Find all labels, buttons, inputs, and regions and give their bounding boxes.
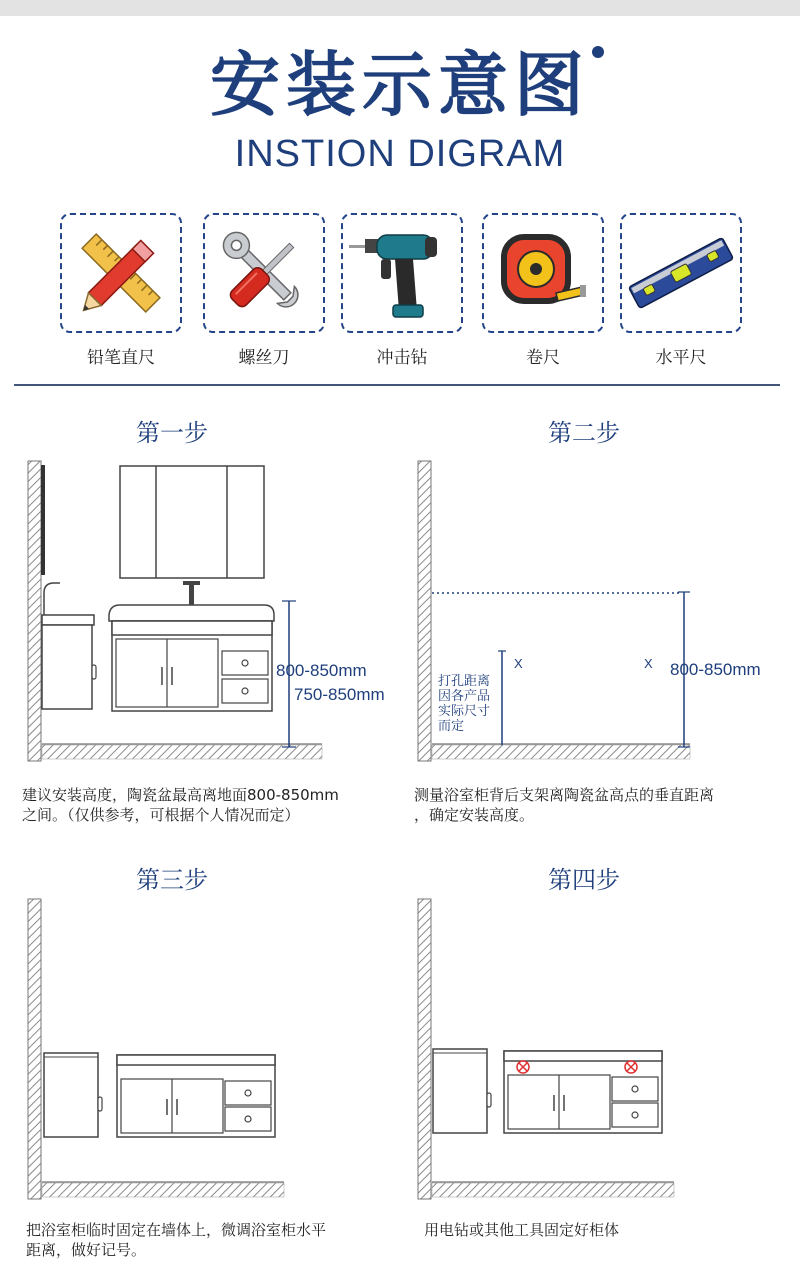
- step-4-title: 第四步: [548, 866, 620, 894]
- step-1-description: [22, 785, 339, 825]
- tool-label-pencil-ruler: 铅笔直尺: [87, 348, 155, 368]
- step-2-x-mark-2: X: [644, 656, 653, 671]
- tool-label-spirit-level: 水平尺: [655, 348, 707, 368]
- page-subtitle: INSTION DIGRAM: [234, 133, 566, 175]
- page-title: 安装示意图: [210, 44, 590, 126]
- step-1-height-label-2: 750-850mm: [294, 685, 385, 704]
- pencil-ruler-icon: [62, 215, 180, 331]
- tool-label-tape-measure: 卷尺: [526, 348, 560, 368]
- step-3-desc-line-1: 把浴室柜临时固定在墙体上，微调浴室柜水平: [26, 1221, 327, 1239]
- step-2-description: [414, 785, 714, 825]
- step-1-desc-line-2: 之间。（仅供参考，可根据个人情况而定）: [22, 806, 300, 824]
- step-2-height-label: 800-850mm: [670, 660, 761, 679]
- step-2-note-line-3: 实际尺寸: [438, 704, 491, 719]
- step-2-desc-line-2: ，确定安装高度。: [414, 806, 535, 824]
- step-2-note-line-4: 而定: [438, 719, 465, 734]
- step-4-desc-line-1: 用电钻或其他工具固定好柜体: [424, 1221, 620, 1239]
- step-3-desc-line-2: 距离，做好记号。: [26, 1241, 147, 1259]
- title-dot: [592, 46, 604, 58]
- step-3-description: [26, 1220, 326, 1260]
- step-2-note: [438, 674, 490, 734]
- tool-card-tape-measure: [482, 213, 604, 333]
- step-3-title: 第三步: [136, 866, 208, 894]
- step-1-diagram: [20, 455, 400, 765]
- step-2-title: 第二步: [548, 419, 620, 447]
- impact-drill-icon: [343, 215, 461, 331]
- step-2-note-line-1: 打孔距离: [438, 674, 491, 689]
- wrench-screwdriver-icon: [205, 215, 323, 331]
- spirit-level-icon: [622, 215, 740, 331]
- top-bar: [0, 0, 800, 16]
- fixing-mark-right-icon: [625, 1061, 637, 1073]
- step-3-diagram: [20, 895, 400, 1205]
- tool-label-wrench-screwdriver: 螺丝刀: [238, 348, 290, 368]
- step-4-diagram: [410, 895, 790, 1205]
- section-divider: [14, 384, 780, 386]
- step-1-height-label-1: 800-850mm: [276, 661, 367, 680]
- tape-measure-icon: [484, 215, 602, 331]
- tool-card-spirit-level: [620, 213, 742, 333]
- step-1-title: 第一步: [136, 419, 208, 447]
- step-2-note-line-2: 因各产品: [438, 689, 491, 704]
- tool-label-impact-drill: 冲击钻: [376, 348, 428, 368]
- fixing-mark-left-icon: [517, 1061, 529, 1073]
- step-2-desc-line-1: 测量浴室柜背后支架离陶瓷盆高点的垂直距离: [414, 786, 715, 804]
- step-2-x-mark-1: X: [514, 656, 523, 671]
- tool-card-pencil-ruler: [60, 213, 182, 333]
- tool-card-impact-drill: [341, 213, 463, 333]
- step-4-description: [424, 1220, 619, 1240]
- tool-card-wrench-screwdriver: [203, 213, 325, 333]
- step-1-desc-line-1: 建议安装高度，陶瓷盆最高离地面800-850mm: [22, 786, 339, 804]
